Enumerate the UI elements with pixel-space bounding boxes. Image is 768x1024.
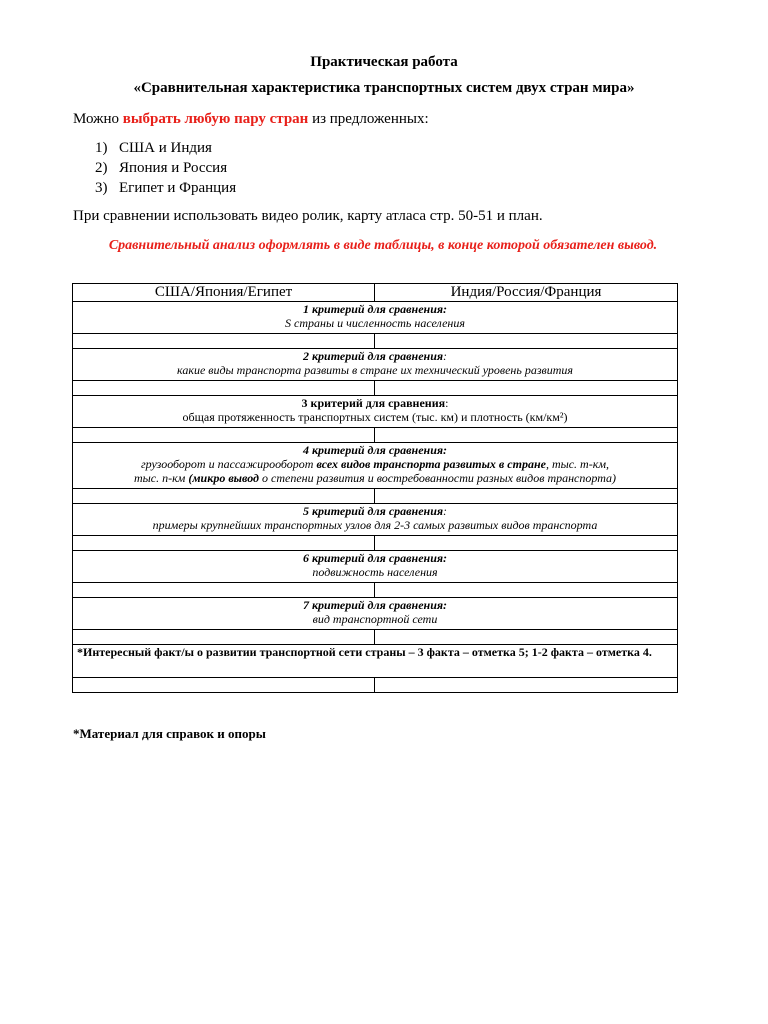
criterion-description: вид транспортной сети — [312, 612, 438, 626]
criterion-description: подвижность населения — [312, 565, 438, 579]
page-title: Практическая работа — [310, 54, 458, 70]
list-item — [95, 178, 236, 198]
table-cell[interactable] — [73, 381, 375, 396]
criterion-description: примеры крупнейших транспортных узлов для 2-3 самых развитых видов транспорта — [152, 518, 598, 532]
table-cell[interactable] — [73, 583, 375, 598]
table-cell[interactable] — [375, 678, 678, 693]
criterion-description: общая протяженность транспортных систем (тыс. км) и плотность (км/км²) — [182, 410, 568, 424]
criterion-row — [73, 443, 678, 489]
criterion-row — [73, 551, 678, 583]
criterion-row — [73, 504, 678, 536]
table-row — [73, 381, 678, 396]
criterion-description: S страны и численность населения — [285, 316, 465, 330]
criterion-title: 4 критерий для сравнения: — [302, 443, 448, 457]
list-item-number: 3) — [95, 180, 108, 196]
intro-after: из предложенных: — [308, 111, 429, 127]
criterion-description: какие виды транспорта развиты в стране их технический уровень развития — [177, 363, 573, 377]
column-header-1: США/Япония/Египет — [73, 284, 375, 302]
fact-cell: *Интересный факт/ы о развитии транспортной сети страны – 3 факта – отметка 5; 1-2 факта – отметка 4. — [73, 645, 678, 678]
table-row — [73, 583, 678, 598]
list-item — [95, 158, 236, 178]
list-item-number: 2) — [95, 160, 108, 176]
criterion-cell — [73, 396, 678, 428]
page-subtitle: «Сравнительная характеристика транспортных систем двух стран мира» — [133, 80, 635, 96]
table-cell[interactable] — [375, 334, 678, 349]
table-cell[interactable] — [73, 489, 375, 504]
list-item-label: Египет и Франция — [119, 180, 237, 196]
criterion-row — [73, 396, 678, 428]
criterion-cell — [73, 302, 678, 334]
criterion-title: 3 критерий для сравнения: — [301, 396, 449, 410]
criterion-description: грузооборот и пассажирооборот всех видов транспорта развитых в стране, тыс. т-км, тыс. п-км (микро вывод о степени развития и востребованности разных видов транспорта) — [133, 457, 617, 485]
column-header-2: Индия/Россия/Франция — [375, 284, 678, 302]
table-instruction: Сравнительный анализ оформлять в виде таблицы, в конце которой обязателен вывод. — [108, 238, 658, 253]
criterion-title: 2 критерий для сравнения: — [302, 349, 448, 363]
intro-before: Можно — [73, 111, 123, 127]
table-cell[interactable] — [375, 428, 678, 443]
table-row — [73, 536, 678, 551]
comparison-table — [72, 283, 678, 693]
criterion-cell — [73, 504, 678, 536]
criterion-cell — [73, 551, 678, 583]
table-cell[interactable] — [73, 678, 375, 693]
criterion-row — [73, 598, 678, 630]
table-cell[interactable] — [73, 334, 375, 349]
table-row — [73, 678, 678, 693]
table-cell[interactable] — [375, 630, 678, 645]
table-cell[interactable] — [73, 428, 375, 443]
table-cell[interactable] — [73, 536, 375, 551]
list-item-number: 1) — [95, 140, 108, 156]
criterion-title: 6 критерий для сравнения: — [302, 551, 448, 565]
table-cell[interactable] — [375, 536, 678, 551]
table-row — [73, 630, 678, 645]
table-cell[interactable] — [375, 489, 678, 504]
material-note: *Материал для справок и опоры — [73, 726, 266, 741]
criterion-row — [73, 302, 678, 334]
criterion-title: 5 критерий для сравнения: — [302, 504, 448, 518]
table-row — [73, 489, 678, 504]
table-cell[interactable] — [375, 583, 678, 598]
criterion-row — [73, 349, 678, 381]
fact-row — [73, 645, 678, 678]
intro-line — [73, 110, 429, 128]
criterion-title: 7 критерий для сравнения: — [302, 598, 448, 612]
list-item-label: США и Индия — [119, 140, 212, 156]
criterion-cell — [73, 598, 678, 630]
criterion-title: 1 критерий для сравнения: — [302, 302, 448, 316]
comparison-note: При сравнении использовать видео ролик, карту атласа стр. 50-51 и план. — [73, 208, 543, 224]
list-item — [95, 138, 236, 158]
table-header-row — [73, 284, 678, 302]
criterion-cell — [73, 443, 678, 489]
table-cell[interactable] — [73, 630, 375, 645]
intro-highlight: выбрать любую пару стран — [122, 111, 309, 127]
country-options-list — [95, 138, 236, 198]
table-row — [73, 428, 678, 443]
list-item-label: Япония и Россия — [119, 160, 228, 176]
table-cell[interactable] — [375, 381, 678, 396]
table-row — [73, 334, 678, 349]
criterion-cell — [73, 349, 678, 381]
